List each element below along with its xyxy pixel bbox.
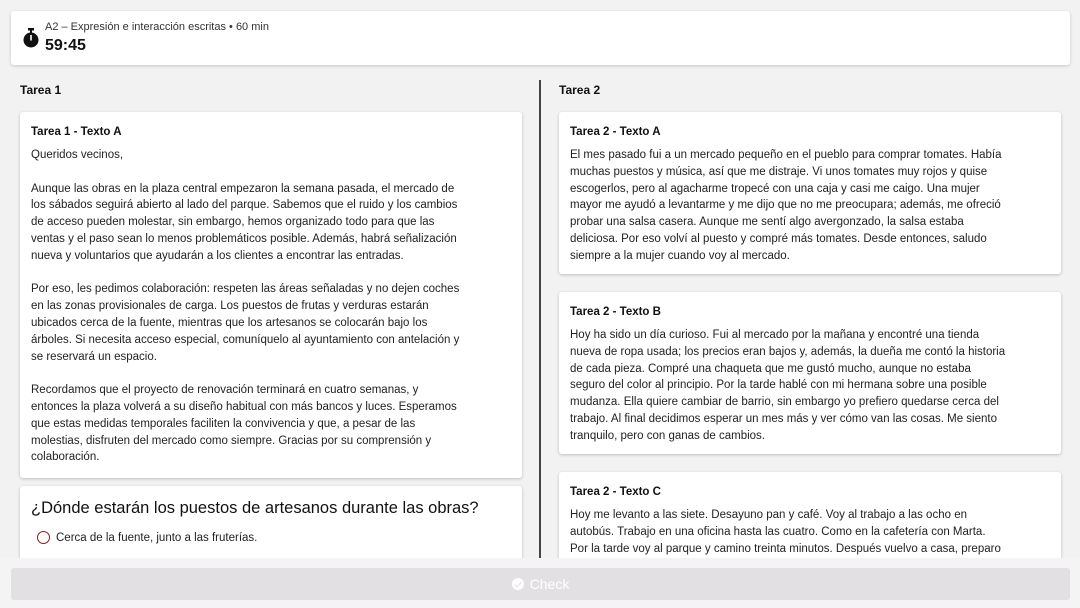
card-title: Tarea 2 - Texto B: [570, 306, 661, 318]
text-card: [559, 112, 1061, 274]
card-title: Tarea 1 - Texto A: [31, 126, 122, 138]
radio-button[interactable]: [37, 531, 50, 544]
stopwatch-icon: [22, 28, 40, 48]
column-title: Tarea 2: [559, 83, 601, 97]
option-label: Cerca de la fuente, junto a las fruterías.: [56, 531, 258, 544]
tarea-2-column[interactable]: [550, 80, 1070, 560]
question-card: [20, 486, 522, 560]
card-title: Tarea 2 - Texto C: [570, 486, 661, 498]
card-title: Tarea 2 - Texto A: [570, 126, 661, 138]
text-card: [559, 472, 1061, 560]
text-card: [559, 292, 1061, 454]
column-title: Tarea 1: [20, 83, 62, 97]
question-title: ¿Dónde estarán los puestos de artesanos durante las obras?: [31, 499, 479, 517]
text-card: [20, 112, 522, 478]
exam-meta: A2 – Expresión e interacción escritas • 60 min: [45, 21, 269, 33]
card-body: Hoy me levanto a las siete. Desayuno pan y café. Voy al trabajo a las ocho en autobús. Trabajo en una oficina hasta las cuatro. Como en la cafetería con Marta. Por la tarde voy al parque y camino treinta minutos. Después vuelvo a casa, preparo: [570, 509, 1001, 555]
column-divider: [539, 80, 541, 560]
card-body: Hoy ha sido un día curioso. Fui al mercado por la mañana y encontré una tienda nueva de ropa usada; los precios eran bajos y, además, la dueña me contó la historia de cada pieza. Compré una chaqueta que me gustó mucho, aunque no estaba seguro del color al principio. Por la tarde hablé con mi hermana sobre una posible mudanza. Ella quiere cambiar de barrio, sin embargo yo prefiero quedarse cerca del trabajo. Al final decidimos esperar un mes más y ver cómo van las cosas. Me siento tranquilo, pero con ganas de cambios.: [570, 329, 1006, 442]
check-label: Check: [529, 576, 570, 592]
tarea-1-column[interactable]: [11, 80, 531, 560]
exam-header: [11, 11, 1070, 65]
card-body: El mes pasado fui a un mercado pequeño en el pueblo para comprar tomates. Había muchas puestos y música, así que me distraje. Vi unos tomates muy rojos y quise escogerlos, pero al agacharme tropecé con una caja y casi me caigo. Una mujer mayor me ayudó a levantarme y me dijo que no me preocupara; además, me ofreció probar una salsa casera. Aunque me sentí algo avergonzado, la salsa estaba deliciosa. Por eso volví al puesto y compré más tomates. Desde entonces, saludo siempre a la mujer cuando voy al mercado.: [570, 149, 1002, 262]
check-button[interactable]: [11, 568, 1070, 600]
card-body: Queridos vecinos, Aunque las obras en la plaza central empezaron la semana pasada, el mercado de los sábados seguirá abierto al lado del parque. Sabemos que el ruido y los cambios de acceso pueden molestar, sin embargo, hemos organizado todo para que las ventas y el paso sean lo menos problemáticos posible. Además, habrá señalización nueva y voluntarios que ayudarán a los clientes a encontrar las entradas. Por eso, les pedimos colaboración: respeten las áreas señaladas y no dejen coches en las zonas provisionales de carga. Los puestos de frutas y verduras estarán ubicados cerca de la fuente, mientras que los artesanos se colocarán bajo los árboles. Si necesita acceso especial, comuníquelo al ayuntamiento con antelación y se reservará un espacio. Recordamos que el proyecto de renovación terminará en cuatro semanas, y entonces la plaza volverá a su diseño habitual con más bancos y luces. Esperamos que estas medidas temporales faciliten la convivencia y que, a pesar de las molestias, disfruten del mercado como siempre. Gracias por su comprensión y colaboración.: [31, 149, 460, 464]
check-circle-icon: [512, 578, 524, 590]
answer-option[interactable]: [37, 531, 257, 544]
timer-value: 59:45: [45, 37, 86, 54]
bottom-bar: [0, 558, 1080, 608]
